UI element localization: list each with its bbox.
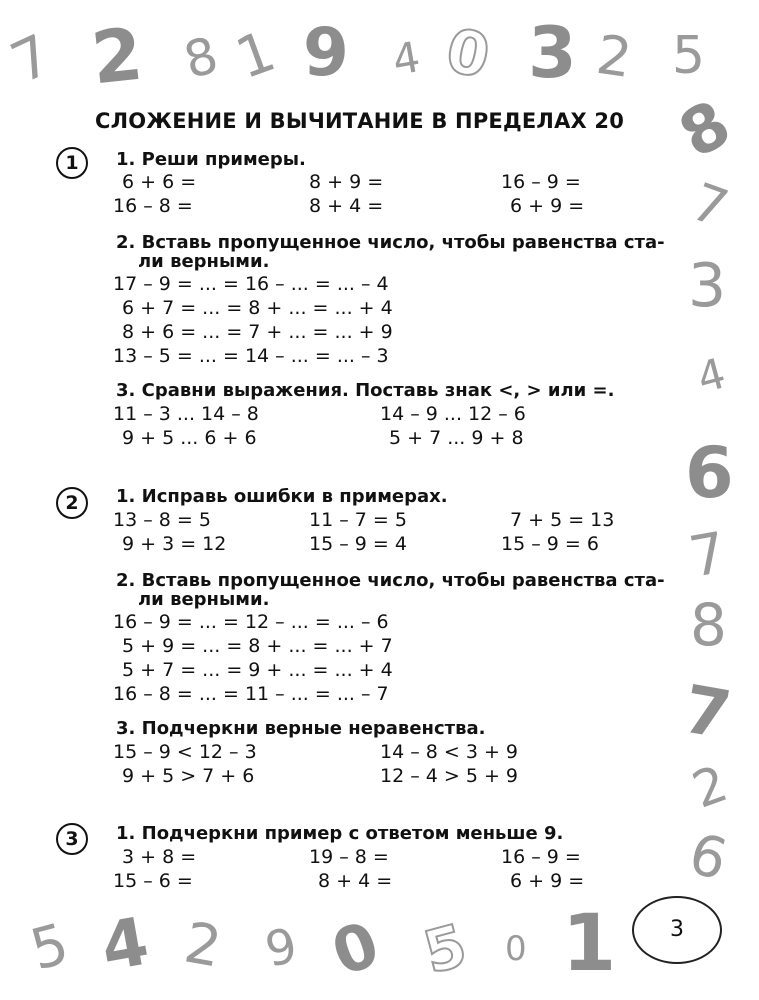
equation-line: 16 – 9 = ... = 12 – ... = ... – 6 [113, 611, 389, 633]
example: 6 + 6 = [122, 171, 197, 193]
inequality: 15 – 9 < 12 – 3 [113, 741, 257, 763]
comparison: 11 – 3 ... 14 – 8 [113, 403, 259, 425]
decor-digit-top-10: 5 [672, 26, 706, 86]
decor-digit-top-1: 7 [1, 22, 62, 97]
task-heading: 2. Вставь пропущенное число, чтобы равенства ста- [116, 570, 665, 591]
decor-digit-bottom-8: 1 [562, 899, 617, 989]
decor-digit-bottom-4: 9 [260, 917, 303, 979]
equation-line: 13 – 5 = ... = 14 – ... = ... – 3 [113, 345, 389, 367]
task-heading: ли верными. [138, 251, 270, 272]
example: 11 – 7 = 5 [309, 509, 407, 531]
comparison: 9 + 5 ... 6 + 6 [122, 427, 257, 449]
task-heading: 1. Исправь ошибки в примерах. [116, 486, 448, 507]
decor-digit-top-4: 1 [227, 18, 284, 93]
equation-line: 8 + 6 = ... = 7 + ... = ... + 9 [122, 321, 393, 343]
decor-digit-bottom-2: 4 [95, 902, 155, 987]
decor-digit-bottom-7: 0 [505, 929, 527, 969]
example: 15 – 6 = [113, 870, 193, 892]
example: 16 – 9 = [501, 171, 581, 193]
example: 15 – 9 = 6 [501, 533, 599, 555]
decor-digit-bottom-6: 5 [416, 910, 474, 988]
decor-digit-top-2: 2 [87, 11, 147, 101]
decor-digit-top-7: 0 [440, 15, 496, 93]
decor-digit-bottom-1: 5 [24, 911, 76, 984]
task-heading: 3. Сравни выражения. Поставь знак <, > или =. [116, 380, 615, 401]
task-heading: 1. Реши примеры. [116, 149, 306, 170]
inequality: 12 – 4 > 5 + 9 [380, 765, 519, 787]
equation-line: 5 + 9 = ... = 8 + ... = ... + 7 [122, 635, 393, 657]
equation-line: 5 + 7 = ... = 9 + ... = ... + 4 [122, 659, 393, 681]
task-heading: 1. Подчеркни пример с ответом меньше 9. [116, 823, 564, 844]
inequality: 9 + 5 > 7 + 6 [122, 765, 255, 787]
example: 9 + 3 = 12 [122, 533, 227, 555]
decor-digit-bottom-3: 2 [179, 910, 227, 981]
decor-digit-right-1: 8 [667, 86, 744, 174]
decor-digit-top-6: 4 [388, 32, 424, 85]
section-number-1: 1 [56, 147, 88, 179]
inequality: 14 – 8 < 3 + 9 [380, 741, 519, 763]
decor-digit-right-5: 6 [685, 432, 734, 514]
decor-digit-right-2: 7 [683, 172, 736, 240]
section-number-3: 3 [56, 823, 88, 855]
comparison: 14 – 9 ... 12 – 6 [380, 403, 526, 425]
task-heading: 3. Подчеркни верные неравенства. [116, 718, 486, 739]
example: 8 + 4 = [318, 870, 393, 892]
decor-digit-right-9: 2 [685, 754, 735, 820]
decor-digit-right-3: 3 [688, 251, 727, 321]
decor-digit-top-5: 9 [303, 14, 349, 91]
decor-digit-top-8: 3 [528, 12, 577, 94]
example: 16 – 8 = [113, 195, 193, 217]
task-heading: 2. Вставь пропущенное число, чтобы равенства ста- [116, 232, 665, 253]
task-heading: ли верными. [138, 589, 270, 610]
example: 13 – 8 = 5 [113, 509, 211, 531]
decor-digit-right-10: 6 [682, 821, 734, 894]
decor-digit-right-8: 7 [677, 670, 737, 755]
decor-digit-right-7: 8 [690, 591, 727, 659]
equation-line: 17 – 9 = ... = 16 – ... = ... – 4 [113, 273, 389, 295]
example: 8 + 4 = [309, 195, 384, 217]
example: 16 – 9 = [501, 846, 581, 868]
example: 6 + 9 = [510, 195, 585, 217]
decor-digit-right-4: 4 [691, 348, 731, 403]
example: 7 + 5 = 13 [510, 509, 615, 531]
decor-digit-top-9: 2 [592, 22, 636, 91]
example: 19 – 8 = [309, 846, 389, 868]
page-number: 3 [632, 896, 722, 964]
example: 15 – 9 = 4 [309, 533, 407, 555]
example: 3 + 8 = [122, 846, 197, 868]
section-number-2: 2 [56, 487, 88, 519]
example: 6 + 9 = [510, 870, 585, 892]
decor-digit-right-6: 7 [684, 520, 731, 591]
decor-digit-top-3: 8 [178, 25, 224, 91]
example: 8 + 9 = [309, 171, 384, 193]
comparison: 5 + 7 ... 9 + 8 [389, 427, 524, 449]
page-title: СЛОЖЕНИЕ И ВЫЧИТАНИЕ В ПРЕДЕЛАХ 20 [95, 109, 625, 133]
equation-line: 6 + 7 = ... = 8 + ... = ... + 4 [122, 297, 393, 319]
equation-line: 16 – 8 = ... = 11 – ... = ... – 7 [113, 683, 389, 705]
decor-digit-bottom-5: 0 [322, 906, 389, 991]
